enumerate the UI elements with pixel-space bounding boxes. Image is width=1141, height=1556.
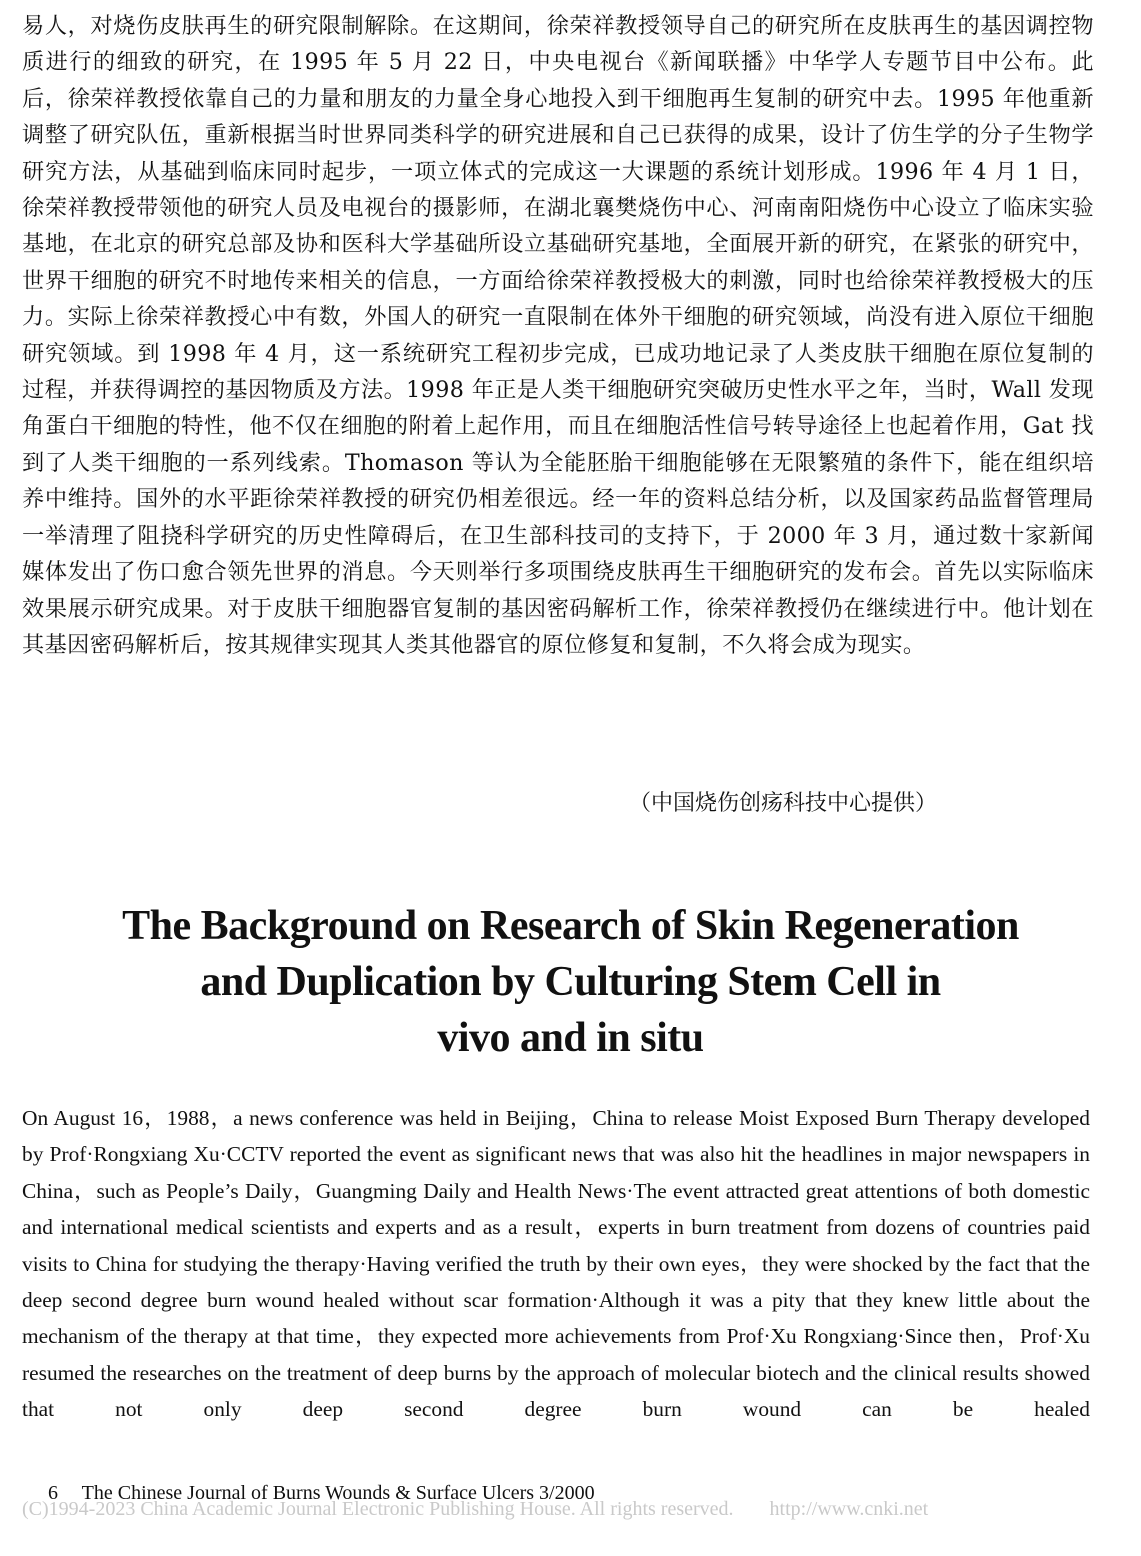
page-number: 6 (48, 1482, 58, 1504)
copyright-watermark (22, 1496, 928, 1522)
english-article-title (0, 898, 1141, 1066)
title-line-2: and Duplication by Culturing Stem Cell in (200, 959, 941, 1005)
journal-name-rest: Surface Ulcers (415, 1482, 535, 1504)
cnki-link[interactable]: http://www.cnki.net (769, 1498, 929, 1520)
english-body-paragraph: On August 16，1988，a news conference was held in Beijing，China to release Moist Exposed Burn Therapy developed by Prof·Rongxiang Xu·CCTV reported the event as significant news that was also hit the headlines in major newspapers in China，such as People’s Daily，Guangming Daily and Health News·The event attracted great attentions of both domestic and international medical scientists and experts and as a result，experts in burn treatment from dozens of countries paid visits to China for studying the therapy·Having verified the truth by their own eyes，they were shocked by the fact that the deep second degree burn wound healed without scar formation·Although it was a pity that they knew little about the mechanism of the therapy at that time，they expected more achievements from Prof·Xu Rongxiang·Since then，Prof·Xu resumed the researches on the treatment of deep burns by the approach of molecular biotech and the clinical results showed that not only deep second degree burn wound can be healed (22, 1106, 1090, 1422)
journal-ampersand: & (395, 1482, 411, 1504)
chinese-body-paragraph: 易人，对烧伤皮肤再生的研究限制解除。在这期间，徐荣祥教授领导自己的研究所在皮肤再生的基因调控物质进行的细致的研究，在 1995 年 5 月 22 日，中央电视台《新闻联播》中华学人专题节目中公布。此后，徐荣祥教授依靠自己的力量和朋友的力量全身心地投入到干细胞再生复制的研究中去。1995 年他重新调整了研究队伍，重新根据当时世界同类科学的研究进展和自己已获得的成果，设计了仿生学的分子生物学研究方法，从基础到临床同时起步，一项立体式的完成这一大课题的系统计划形成。1996 年 4 月 1 日，徐荣祥教授带领他的研究人员及电视台的摄影师，在湖北襄樊烧伤中心、河南南阳烧伤中心设立了临床实验基地，在北京的研究总部及协和医科大学基础所设立基础研究基地，全面展开新的研究，在紧张的研究中，世界干细胞的研究不时地传来相关的信息，一方面给徐荣祥教授极大的刺激，同时也给徐荣祥教授极大的压力。实际上徐荣祥教授心中有数，外国人的研究一直限制在体外干细胞的研究领域，尚没有进入原位干细胞研究领域。到 1998 年 4 月，这一系统研究工程初步完成，已成功地记录了人类皮肤干细胞在原位复制的过程，并获得调控的基因物质及方法。1998 年正是人类干细胞研究突破历史性水平之年，当时，Wall 发现角蛋白干细胞的特性，他不仅在细胞的附着上起作用，而且在细胞活性信号转导途径上也起着作用，Gat 找到了人类干细胞的一系列线索。Thomason 等认为全能胚胎干细胞能够在无限繁殖的条件下，能在组织培养中维持。国外的水平距徐荣祥教授的研究仍相差很远。经一年的资料总结分析，以及国家药品监督管理局一举清理了阻挠科学研究的历史性障碍后，在卫生部科技司的支持下，于 2000 年 3 月，通过数十家新闻媒体发出了伤口愈合领先世界的消息。今天则举行多项围绕皮肤再生干细胞研究的发布会。首先以实际临床效果展示研究成果。对于皮肤干细胞器官复制的基因密码解析工作，徐荣祥教授仍在继续进行中。他计划在其基因密码解析后，按其规律实现其人类其他器官的原位修复和复制，不久将会成为现实。 (22, 13, 1094, 658)
chinese-credit-line: （中国烧伤创疡科技中心提供） (628, 791, 937, 816)
title-line-1: The Background on Research of Skin Regeneration (122, 903, 1019, 949)
title-line-3: vivo and in situ (437, 1015, 704, 1061)
journal-issue: 3/2000 (539, 1482, 595, 1504)
journal-name: The Chinese Journal of Burns Wounds (81, 1482, 391, 1504)
copyright-text: (C)1994-2023 China Academic Journal Electronic Publishing House. All rights reserved. (22, 1498, 734, 1520)
